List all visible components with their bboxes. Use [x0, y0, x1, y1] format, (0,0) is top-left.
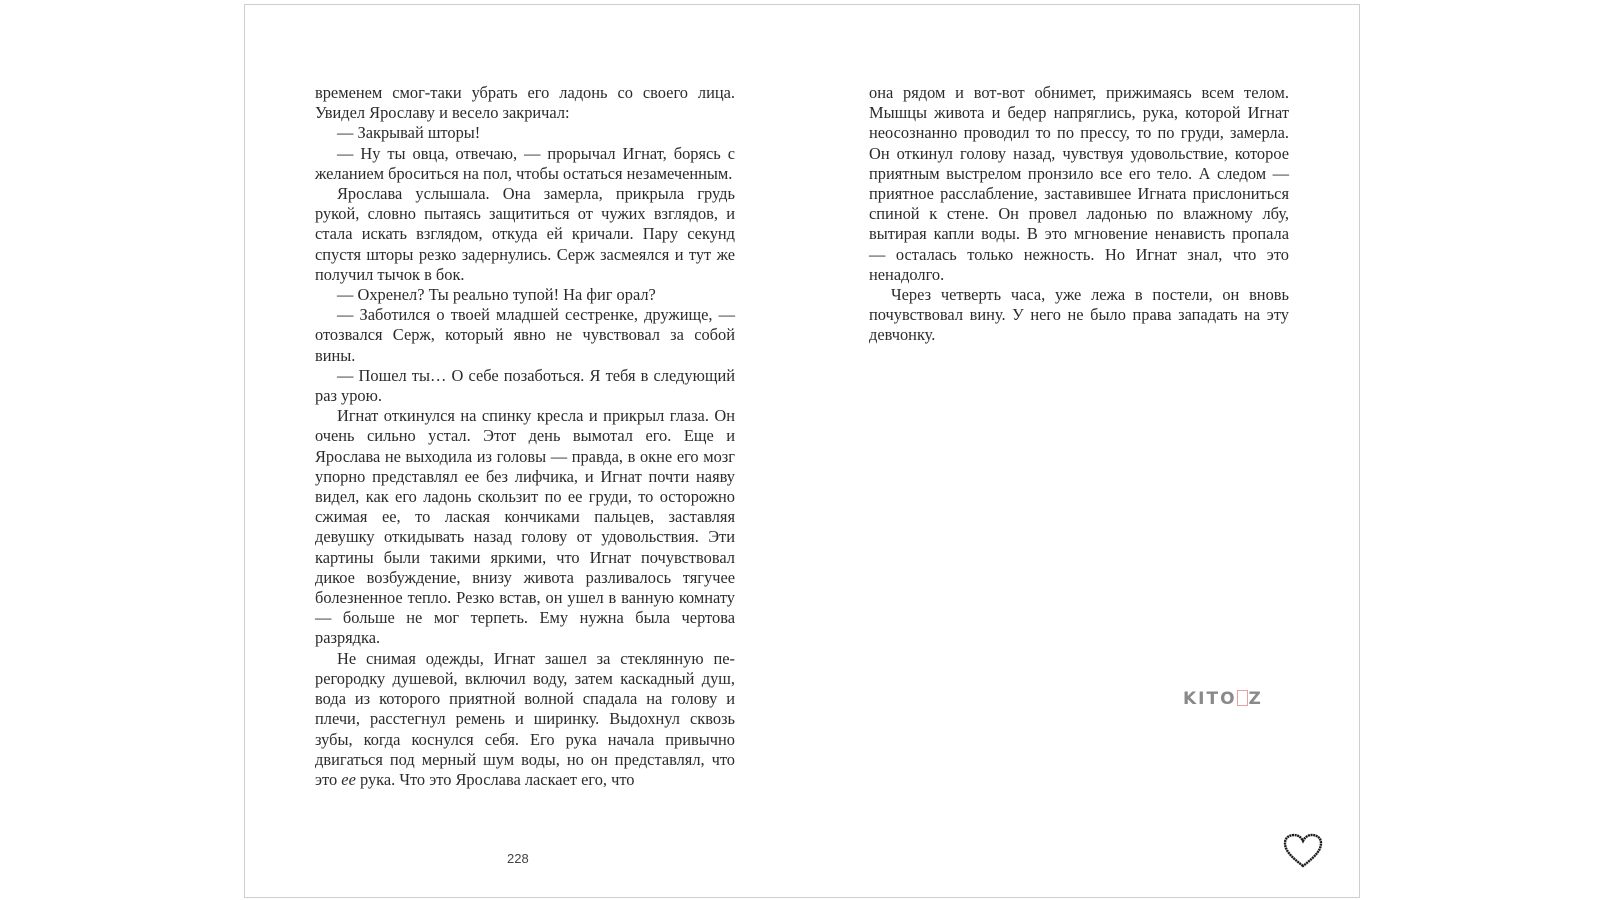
paragraph-text: рука. Что это Ярослава ласкает его, что: [359, 769, 635, 789]
paragraph-text: Не снимая одежды, Игнат зашел за стеклянную перегородку душевой, включил воду, затем каскадный душ, вода из которого приятной волной спадала на голову и плечи, расстегнул ремень и ширинку. Выдохнул сквозь зубы, когда коснулся себя. Его рука начала привычно двигаться под мерный шум воды, но он представлял, что это: [315, 648, 735, 789]
paragraph: — Заботился о твоей младшей сестренке, дружище, — отозвался Серж, который явно не чувствовал за собой вины.: [315, 305, 735, 365]
kitobz-watermark-logo: [1183, 689, 1263, 709]
page-number: 228: [507, 851, 529, 866]
paragraph: временем смог-таки убрать его ладонь со своего лица. Увидел Ярославу и весело закричал:: [315, 83, 735, 123]
left-page: [315, 83, 735, 790]
italic-word: ее: [341, 769, 356, 789]
logo-text-start: KITO: [1183, 689, 1237, 709]
paragraph: Через четверть часа, уже лежа в постели, он вновь почувствовал вину. У него не было права западать на эту девчонку.: [869, 285, 1289, 345]
paragraph: — Ну ты овца, отвечаю, — прорычал Игнат, борясь с желанием броситься на пол, чтобы остаться незамеченным.: [315, 143, 735, 183]
paragraph: она рядом и вот-вот обнимет, прижимаясь всем телом. Мышцы живота и бедер напряглись, рука, которой Игнат неосознанно проводил то по прессу, то по груди, замерла. Он откинул голову назад, чувствуя удовольствие, которое приятным выстрелом пронзило все его тело. А следом — приятное расслабление, заставившее Игната прислониться спиной к стене. Он провел ладонью по влажному лбу, вытирая капли воды. В это мгновение ненависть пропала — осталась только нежность. Но Игнат знал, что это ненадолго.: [869, 83, 1289, 284]
logo-text-end: Z: [1248, 689, 1263, 709]
paragraph: — Пошел ты… О себе позаботься. Я тебя в следующий раз урою.: [315, 365, 735, 406]
paragraph: [315, 649, 735, 790]
heart-icon[interactable]: [1282, 832, 1324, 870]
paragraph: — Закрывай шторы!: [337, 123, 481, 143]
logo-mark-icon: [1237, 690, 1248, 706]
book-spread: [244, 4, 1360, 898]
paragraph: — Охренел? Ты реально тупой! На фиг орал?: [337, 285, 656, 305]
paragraph: Ярослава услышала. Она замерла, прикрыла грудь рукой, словно пытаясь защититься от чужих взглядов, и стала искать взглядом, откуда ей кричали. Пару секунд спустя шторы резко задернулись. Серж засмеялся и тут же получил тычок в бок.: [315, 184, 735, 284]
paragraph: Игнат откинулся на спинку кресла и прикрыл глаза. Он очень сильно устал. Этот день вымотал его. Еще и Ярослава не выходила из головы — правда, в окне его мозг упорно представлял ее без лифчика, и Игнат почти наяву видел, как его ладонь скользит по ее груди, то осторожно сжимая ее, то лаская кончиками пальцев, заставляя девушку откидывать назад голову от удовольствия. Эти картины были такими яркими, что Игнат почувствовал дикое возбуждение, внизу живота разливалось тягучее болезненное тепло. Резко встав, он ушел в ванную комнату — больше не мог терпеть. Ему нужна была чертова разрядка.: [315, 406, 735, 648]
right-page: [869, 83, 1289, 346]
